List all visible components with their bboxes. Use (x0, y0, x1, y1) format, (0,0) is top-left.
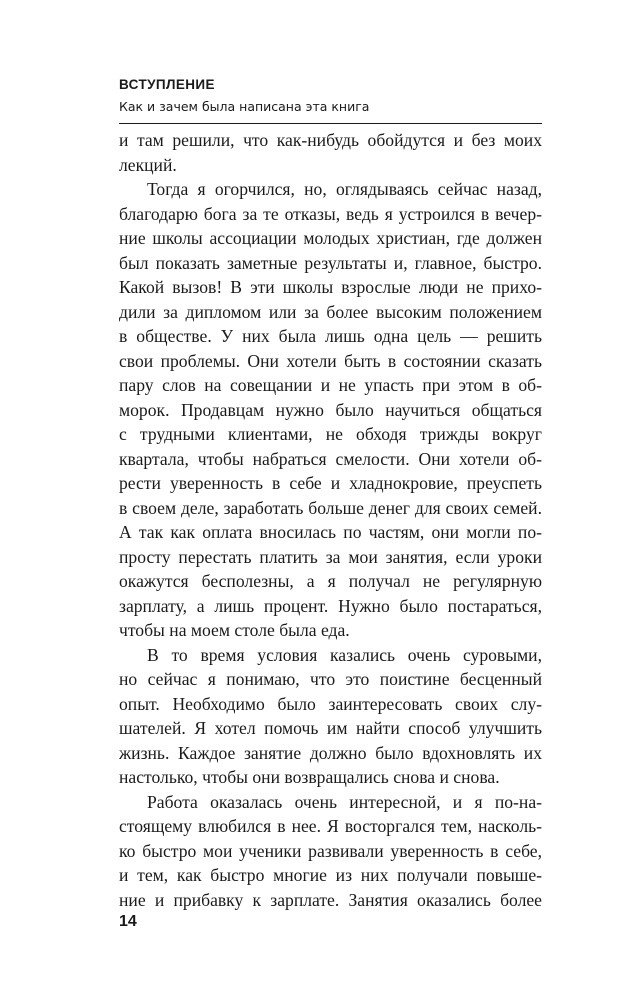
text-line: с трудными клиентами, не обходя трижды вокруг (119, 424, 542, 444)
text-line: и тем, как быстро многие из них получали повыше- (119, 865, 542, 885)
text-line: квартала, чтобы набраться смелости. Они хотели об- (119, 448, 542, 469)
text-line: был показать заметные результаты и, главное, быстро. (119, 252, 542, 273)
text-line: зарплату, а лишь процент. Нужно было постараться, (119, 595, 542, 616)
text-line: стоящему влюбился в нее. Я восторгался тем, насколь- (119, 816, 542, 836)
text-line: Какой вызов! В эти школы взрослые люди не прихо- (119, 277, 542, 297)
text-line: пару слов на совещании и не упасть при этом в об- (119, 375, 542, 395)
text-line: Работа оказалась очень интересной, и я по-на- (147, 791, 542, 812)
body-text (119, 128, 542, 912)
chapter-subtitle: Как и зачем была написана эта книга (119, 99, 370, 114)
text-line: жизнь. Каждое занятие должно было вдохновлять их (119, 742, 542, 763)
text-line: благодарю бога за те отказы, ведь я устроился в вечер- (119, 203, 542, 224)
page-number: 14 (119, 913, 137, 930)
text-line: в своем деле, заработать больше денег для своих семей. (119, 497, 542, 518)
chapter-title: ВСТУПЛЕНИЕ (119, 77, 215, 92)
text-line: лекций. (119, 154, 177, 175)
text-line: ние и прибавку к зарплате. Занятия оказались более (119, 889, 542, 910)
text-line: ко быстро мои ученики развивали уверенность в себе, (119, 840, 542, 861)
text-line: чтобы на моем столе была еда. (119, 620, 350, 640)
text-line: Тогда я огорчился, но, оглядываясь сейчас назад, (147, 179, 542, 199)
text-line: и там решили, что как-нибудь обойдутся и без моих (119, 130, 542, 150)
text-line: опыт. Необходимо было заинтересовать своих слу- (119, 693, 542, 714)
text-line: шателей. Я хотел помочь им найти способ улучшить (119, 718, 542, 738)
text-line: В то время условия казались очень суровыми, (147, 644, 542, 665)
text-line: ние школы ассоциации молодых христиан, где должен (119, 228, 542, 248)
text-line: дили за дипломом или за более высоким положением (119, 301, 542, 322)
header-divider (119, 123, 542, 124)
text-line: но сейчас я понимаю, что это поистине бесценный (119, 669, 542, 689)
text-line: просту перестать платить за мои занятия, если уроки (119, 546, 542, 567)
text-line: А так как оплата вносилась по частям, они могли по- (119, 522, 542, 542)
text-line: в обществе. У них была лишь одна цель — решить (119, 326, 542, 346)
text-line: окажутся бесполезны, а я получал не регулярную (119, 571, 542, 591)
text-line: морок. Продавцам нужно было научиться общаться (119, 399, 542, 420)
text-line: настолько, чтобы они возвращались снова и снова. (119, 767, 500, 787)
text-line: свои проблемы. Они хотели быть в состоянии сказать (119, 350, 542, 371)
text-line: рести уверенность в себе и хладнокровие, преуспеть (119, 473, 542, 493)
